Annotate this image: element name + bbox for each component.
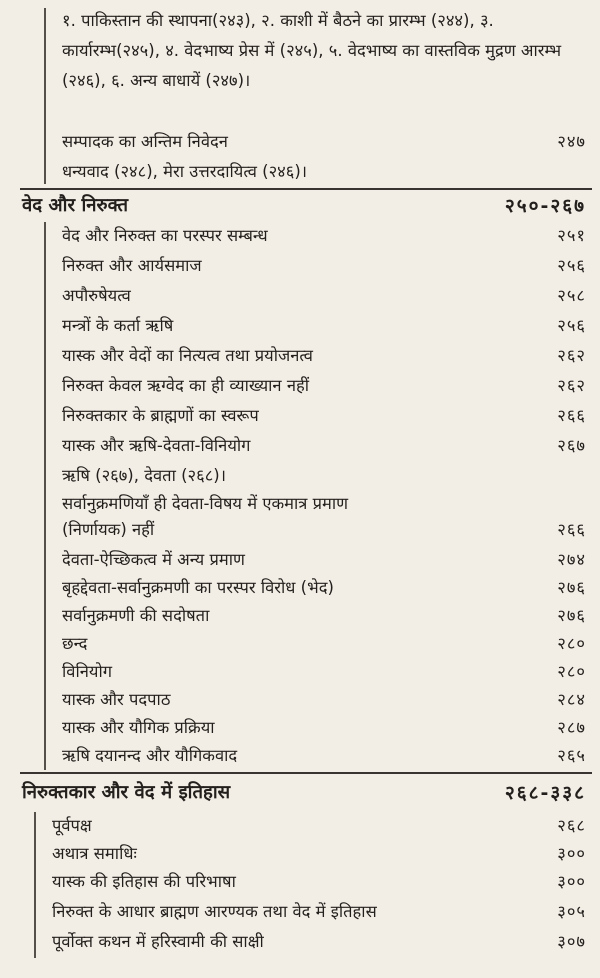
toc-entry (0, 684, 600, 714)
intro-paragraph: १. पाकिस्तान की स्थापना(२४३), २. काशी में बैठने का प्रारम्भ (२४४), ३. कार्यारम्भ(२४५), ४. वेदभाष्य प्रेस में (२४५), ५. वेदभाष्य का वास्तविक मुद्रण आरम्भ (२४६), ६. अन्य बाधायें (२४७)। (62, 11, 562, 90)
entry-page: २८७ (557, 718, 586, 737)
toc-entry (0, 460, 600, 490)
entry-title: निरुक्त केवल ऋग्वेद का ही व्याख्यान नहीं (62, 376, 310, 395)
entry-page: ३०५ (557, 902, 586, 921)
toc-entry (0, 628, 600, 658)
toc-entry (0, 740, 600, 770)
entry-title: वेद और निरुक्त का परस्पर सम्बन्ध (62, 226, 268, 245)
toc-entry (0, 430, 600, 460)
entry-title: यास्क और वेदों का नित्यत्व तथा प्रयोजनत्व (62, 346, 313, 365)
entry-page: २६६ (557, 520, 586, 539)
toc-entry (0, 866, 600, 896)
toc-entry (0, 572, 600, 602)
entry-title: सम्पादक का अन्तिम निवेदन (62, 132, 228, 151)
entry-title: अथात्र समाधिः (52, 844, 137, 863)
toc-entry (0, 340, 600, 370)
entry-title: सर्वानुक्रमणी की सदोषता (62, 606, 210, 625)
toc-entry (0, 310, 600, 340)
entry-page: ३०० (557, 844, 586, 863)
entry-title: यास्क की इतिहास की परिभाषा (52, 872, 236, 891)
entry-page: २६५ (557, 746, 586, 765)
toc-entry (0, 810, 600, 840)
entry-title: यास्क और ऋषि-देवता-विनियोग (62, 436, 251, 455)
entry-page: २५८ (557, 286, 586, 305)
entry-page: २६२ (557, 376, 586, 395)
entry-page: २५६ (557, 316, 586, 335)
entry-title: यास्क और पदपाठ (62, 690, 171, 709)
entry-page: २६८ (557, 816, 586, 835)
entry-page: २६७ (557, 436, 586, 455)
entry-title: सर्वानुक्रमणियाँ ही देवता-विषय में एकमात्र प्रमाण (62, 494, 349, 513)
entry-title: ऋषि दयानन्द और यौगिकवाद (62, 746, 238, 765)
toc-entry (0, 656, 600, 686)
toc-entry (0, 280, 600, 310)
entry-title: ऋषि (२६७), देवता (२६८)। (62, 466, 226, 485)
toc-entry (0, 544, 600, 574)
section-title: वेद और निरुक्त (22, 195, 129, 216)
entry-title: पूर्वोक्त कथन में हरिस्वामी की साक्षी (52, 932, 264, 951)
entry-page: २८४ (557, 690, 586, 709)
section-heading (0, 189, 600, 219)
toc-entry (0, 220, 600, 250)
entry-page: २६६ (557, 406, 586, 425)
entry-title: निरुक्तकार के ब्राह्मणों का स्वरूप (62, 406, 259, 425)
section-page-range: २५०-२६७ (504, 195, 586, 217)
toc-entry (0, 126, 600, 156)
entry-page: २७६ (557, 606, 586, 625)
entry-title: पूर्वपक्ष (52, 816, 92, 835)
toc-entry (0, 156, 600, 186)
entry-page: २५१ (557, 226, 586, 245)
section-heading (0, 776, 600, 806)
entry-page: २५६ (557, 256, 586, 275)
entry-title: मन्त्रों के कर्ता ऋषि (62, 316, 174, 335)
entry-page: २८० (557, 634, 586, 653)
entry-page: ३०० (557, 872, 586, 891)
toc-entry (0, 600, 600, 630)
entry-title: यास्क और यौगिक प्रक्रिया (62, 718, 215, 737)
toc-entry (0, 370, 600, 400)
entry-title: बृहद्देवता-सर्वानुक्रमणी का परस्पर विरोध (भेद) (62, 578, 334, 597)
section-title: निरुक्तकार और वेद में इतिहास (22, 782, 231, 803)
entry-title: निरुक्त और आर्यसमाज (62, 256, 202, 275)
toc-entry (0, 896, 600, 926)
entry-title: (निर्णायक) नहीं (62, 520, 155, 539)
entry-title: देवता-ऐच्छिकत्व में अन्य प्रमाण (62, 550, 245, 569)
entry-title: छन्द (62, 634, 88, 653)
section-page-range: २६८-३३८ (504, 782, 586, 804)
entry-page: २४७ (557, 132, 586, 151)
toc-entry (0, 838, 600, 868)
toc-entry (0, 514, 600, 544)
section-rule (20, 772, 592, 774)
entry-title: धन्यवाद (२४८), मेरा उत्तरदायित्व (२४६)। (62, 162, 308, 181)
entry-title: अपौरुषेयत्व (62, 286, 131, 305)
entry-page: ३०७ (557, 932, 586, 951)
entry-page: २६२ (557, 346, 586, 365)
toc-entry (0, 400, 600, 430)
toc-entry (0, 712, 600, 742)
entry-title: विनियोग (62, 662, 113, 681)
entry-page: २७६ (557, 578, 586, 597)
toc-entry (0, 250, 600, 280)
entry-page: २७४ (557, 550, 586, 569)
toc-entry (0, 926, 600, 956)
entry-title: निरुक्त के आधार ब्राह्मण आरण्यक तथा वेद में इतिहास (52, 902, 377, 921)
entry-page: २८० (557, 662, 586, 681)
